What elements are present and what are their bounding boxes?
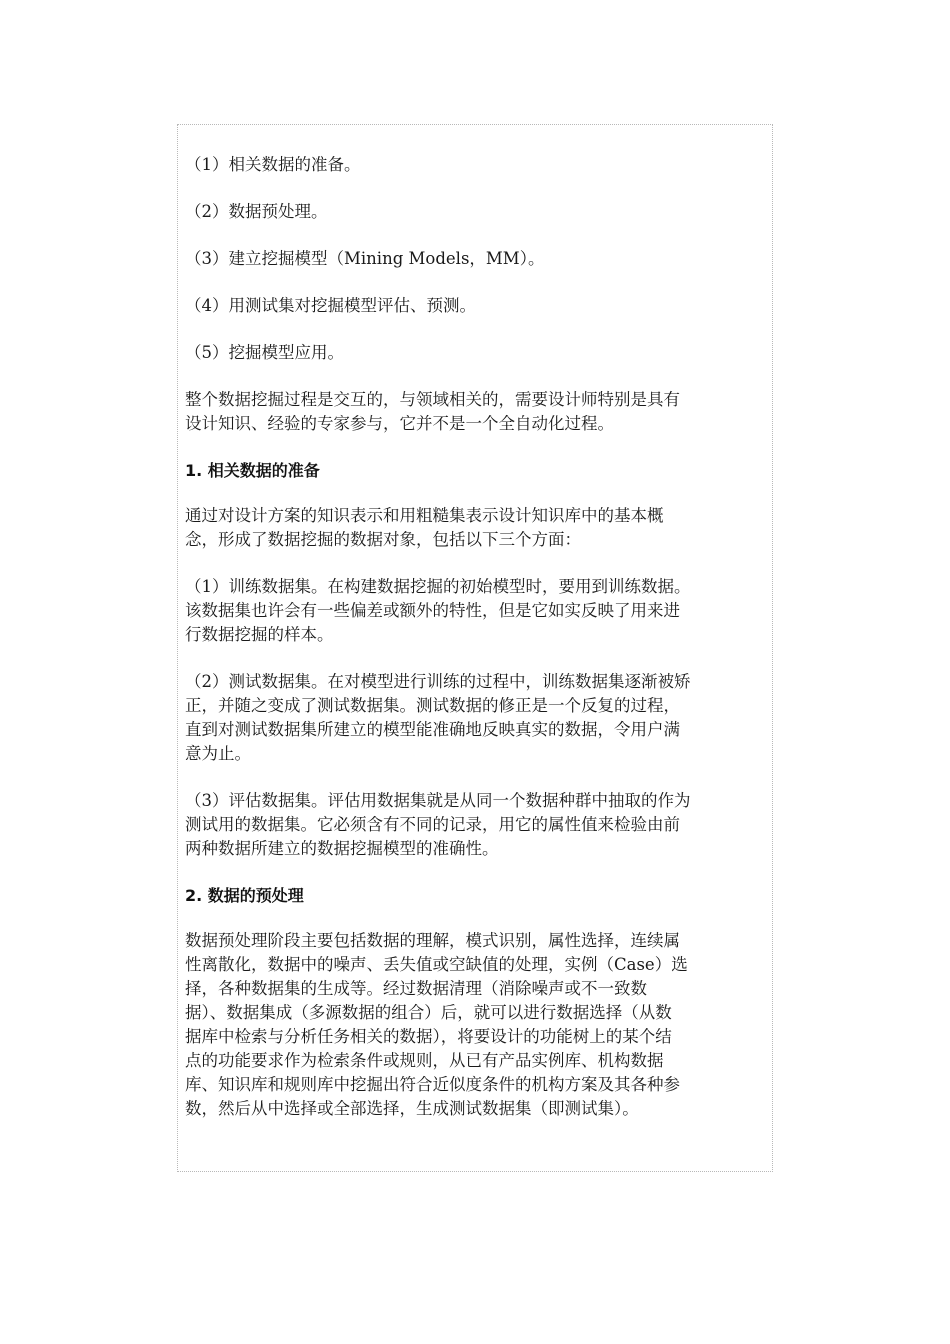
paragraph-line: （2）测试数据集。在对模型进行训练的过程中，训练数据集逐渐被矫 [185, 672, 691, 691]
section-1-heading: 1. 相关数据的准备 [185, 461, 320, 480]
intro-paragraph [185, 388, 767, 436]
intro-line: 整个数据挖掘过程是交互的，与领域相关的，需要设计师特别是具有 [185, 390, 680, 409]
paragraph-line: 择，各种数据集的生成等。经过数据清理（消除噪声或不一致数 [185, 979, 647, 998]
paragraph-line: 数，然后从中选择或全部选择，生成测试数据集（即测试集）。 [185, 1099, 639, 1118]
training-set-paragraph [185, 575, 767, 647]
lead-line: 通过对设计方案的知识表示和用粗糙集表示设计知识库中的基本概 [185, 506, 664, 525]
paragraph-line: 库、知识库和规则库中挖掘出符合近似度条件的机构方案及其各种参 [185, 1075, 680, 1094]
section-2-heading: 2. 数据的预处理 [185, 886, 304, 905]
step-5: （5）挖掘模型应用。 [185, 343, 344, 362]
paragraph-line: 该数据集也许会有一些偏差或额外的特性，但是它如实反映了用来进 [185, 601, 680, 620]
step-4: （4）用测试集对挖掘模型评估、预测。 [185, 296, 476, 315]
paragraph-line: 据）、数据集成（多源数据的组合）后，就可以进行数据选择（从数 [185, 1003, 672, 1022]
step-2: （2）数据预处理。 [185, 202, 328, 221]
paragraph-line: 测试用的数据集。它必须含有不同的记录，用它的属性值来检验由前 [185, 815, 680, 834]
paragraph-line: 数据预处理阶段主要包括数据的理解，模式识别，属性选择，连续属 [185, 931, 680, 950]
test-set-paragraph [185, 670, 767, 766]
paragraph-line: 直到对测试数据集所建立的模型能准确地反映真实的数据，令用户满 [185, 720, 680, 739]
paragraph-line: （1）训练数据集。在构建数据挖掘的初始模型时，要用到训练数据。 [185, 577, 691, 596]
paragraph-line: 性离散化，数据中的噪声、丢失值或空缺值的处理，实例（Case）选 [185, 955, 688, 974]
intro-line: 设计知识、经验的专家参与，它并不是一个全自动化过程。 [185, 414, 614, 433]
paragraph-line: 意为止。 [185, 744, 251, 763]
lead-line: 念，形成了数据挖掘的数据对象，包括以下三个方面： [185, 530, 581, 549]
preprocessing-paragraph [185, 929, 767, 1121]
paragraph-line: 点的功能要求作为检索条件或规则，从已有产品实例库、机构数据 [185, 1051, 664, 1070]
section-1-lead [185, 504, 767, 552]
paragraph-line: （3）评估数据集。评估用数据集就是从同一个数据种群中抽取的作为 [185, 791, 691, 810]
paragraph-line: 行数据挖掘的样本。 [185, 625, 334, 644]
paragraph-line: 据库中检索与分析任务相关的数据），将要设计的功能树上的某个结 [185, 1027, 672, 1046]
paragraph-line: 两种数据所建立的数据挖掘模型的准确性。 [185, 839, 499, 858]
document-body [185, 153, 767, 1144]
paragraph-line: 正，并随之变成了测试数据集。测试数据的修正是一个反复的过程， [185, 696, 680, 715]
evaluation-set-paragraph [185, 789, 767, 861]
step-3: （3）建立挖掘模型（Mining Models，MM）。 [185, 249, 545, 268]
step-1: （1）相关数据的准备。 [185, 155, 361, 174]
